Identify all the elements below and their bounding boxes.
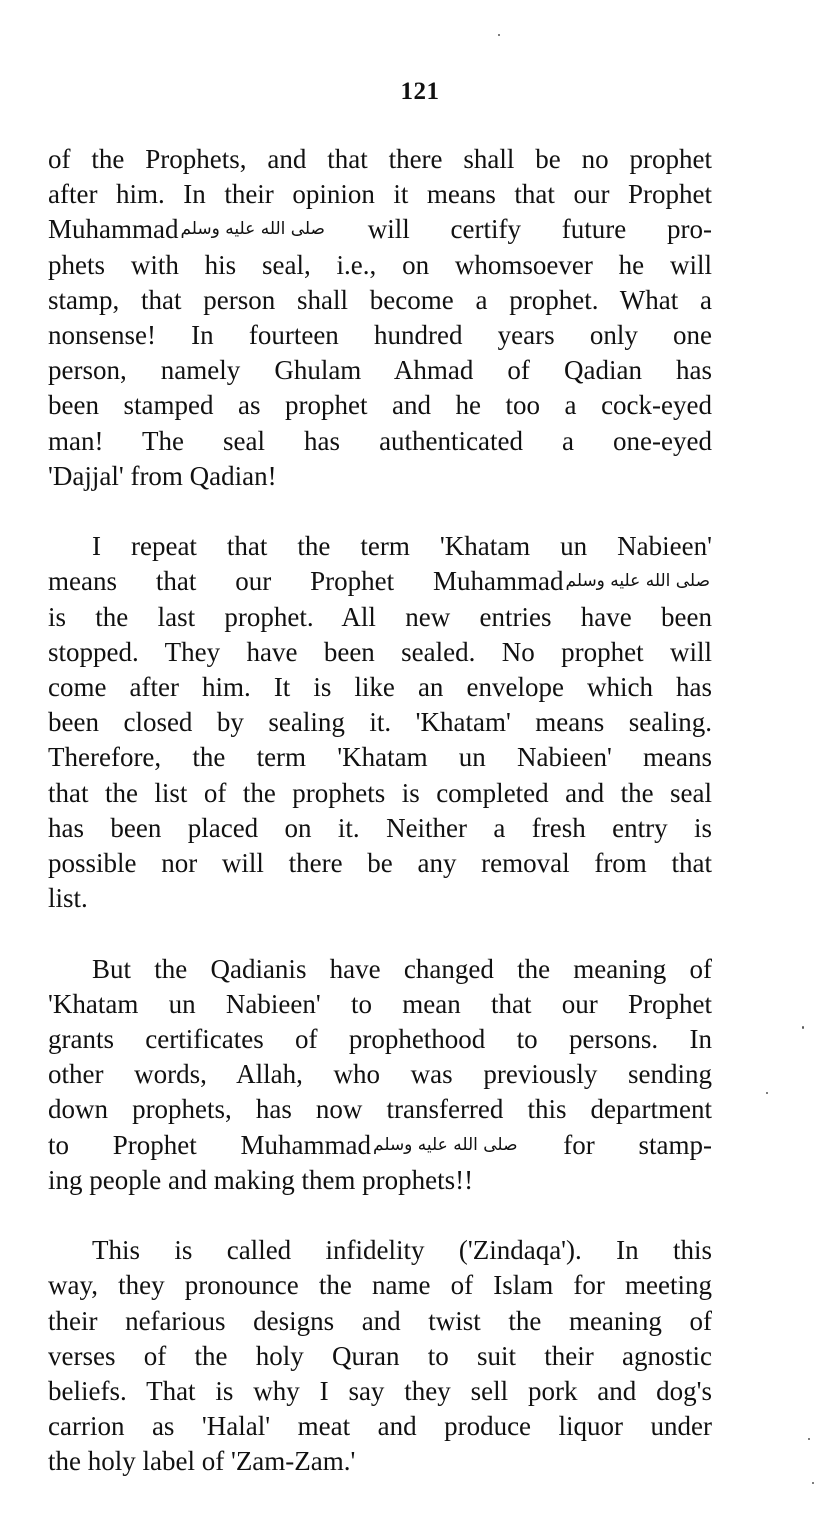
text-segment: for stamp- [519,1129,712,1160]
arabic-honorific: صلى الله عليه وسلم [373,1134,518,1155]
paragraph [48,142,712,494]
text-line: stamp, that person shall become a prophet. What a [48,284,712,315]
text-line: 'Khatam un Nabieen' to mean that our Prophet [48,988,712,1019]
text-line: beliefs. That is why I say they sell pork and dog's [48,1376,712,1407]
text-line [48,212,712,247]
arabic-honorific: صلى الله عليه وسلم [180,219,325,240]
text-line: ing people and making them prophets!! [48,1164,474,1195]
paragraph [48,1233,712,1479]
scan-speck [766,1092,768,1094]
text-line: man! The seal has authenticated a one-eyed [48,425,712,456]
text-line: I repeat that the term 'Khatam un Nabieen' [92,531,712,562]
text-line: phets with his seal, i.e., on whomsoever he will [48,249,712,280]
paragraph [48,952,712,1198]
text-line: the holy label of 'Zam-Zam.' [48,1446,356,1477]
text-line: stopped. They have been sealed. No prophet will [48,636,712,667]
text-line: been closed by sealing it. 'Khatam' means sealing. [48,707,712,738]
text-segment: to Prophet Muhammad [48,1129,371,1160]
text-line: has been placed on it. Neither a fresh entry is [48,812,712,843]
text-line [48,564,712,599]
text-line: way, they pronounce the name of Islam for meeting [48,1270,712,1301]
page-number: 121 [400,78,440,105]
text-segment: means that our Prophet Muhammad [48,566,564,597]
text-line: down prophets, has now transferred this department [48,1094,712,1125]
paragraph [48,529,712,916]
scan-speck [812,1482,814,1484]
scan-speck [802,1026,804,1029]
text-segment: will certify future pro- [326,214,712,245]
text-line [48,1128,712,1163]
text-line: Therefore, the term 'Khatam un Nabieen' means [48,742,712,773]
text-line: of the Prophets, and that there shall be no prophet [48,144,712,174]
text-line: list. [48,883,88,914]
text-line: 'Dajjal' from Qadian! [48,460,277,491]
text-line: verses of the holy Quran to suit their agnostic [48,1340,712,1371]
text-line: person, namely Ghulam Ahmad of Qadian has [48,355,712,386]
text-segment: Muhammad [48,214,179,245]
text-line: after him. In their opinion it means that our Prophet [48,179,712,210]
page-body [48,142,712,1515]
scan-speck [808,1438,810,1440]
text-line: possible nor will there be any removal from that [48,848,712,879]
text-line: come after him. It is like an envelope which has [48,672,712,703]
text-line: their nefarious designs and twist the meaning of [48,1305,712,1336]
text-line: But the Qadianis have changed the meaning of [92,953,712,984]
text-line: carrion as 'Halal' meat and produce liquor under [48,1411,712,1442]
text-line: This is called infidelity ('Zindaqa'). In this [92,1235,712,1266]
scan-speck [498,34,500,36]
arabic-honorific: صلى الله عليه وسلم [565,571,710,592]
text-line: grants certificates of prophethood to persons. In [48,1024,712,1055]
text-line: other words, Allah, who was previously sending [48,1059,712,1090]
text-line: is the last prophet. All new entries have been [48,601,712,632]
text-line: been stamped as prophet and he too a cock-eyed [48,390,712,421]
text-line: that the list of the prophets is completed and the seal [48,777,712,808]
text-line: nonsense! In fourteen hundred years only one [48,320,712,351]
